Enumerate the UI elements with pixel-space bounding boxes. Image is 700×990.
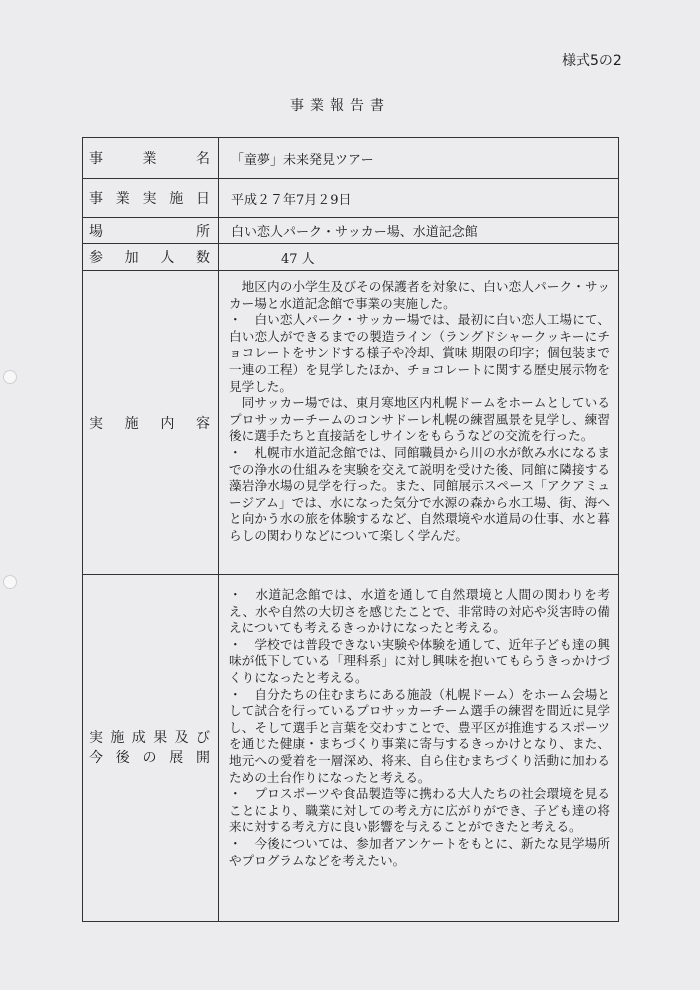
value-project-name: 「童夢」未来発見ツアー (219, 138, 619, 179)
details-paragraph: ・ 白い恋人パーク・サッカー場では、最初に白い恋人工場にて、白い恋人ができるまでの製造ライン（ラングドシャークッキーにチョコレートをサンドする様子や冷却、賞味 期限の印字；個包装まで一連の工程）を見学したほか、チョコレートに関する歴史展示物を見学した。 (229, 312, 610, 394)
row-results (83, 575, 619, 922)
report-table (82, 137, 619, 922)
label-location: 場所 (83, 218, 219, 244)
row-location (83, 218, 619, 244)
results-text (219, 575, 619, 922)
row-implementation-date (83, 179, 619, 218)
results-paragraph: ・ 自分たちの住むまちにある施設（札幌ドーム）をホーム会場として試合を行っているプロサッカーチーム選手の練習を間近に見学し、そして選手と言葉を交わすことで、豊平区が推進するスポーツを通じた健康・まちづくり事業に寄与するきっかけとなり、また、地元への愛着を一層深め、将来、自ら住むまちづくり活動に加わるための土台作りになったと考える。 (229, 686, 610, 785)
label-details: 実施内容 (83, 271, 219, 575)
label-results: 実施成果及び 今後の展開 (83, 575, 219, 922)
details-paragraph: ・ 札幌市水道記念館では、同館職員から川の水が飲み水になるまでの浄水の仕組みを実験を交えて説明を受けた後、同館に隣接する藻岩浄水場の見学を行った。また、同館展示スペース「アクアミュージアム」では、水になった気分で水源の森から水工場、街、海へと向かう水の旅を体験するなど、自然環境や水道局の仕事、水と暮らしの関わりなどについて楽しく学んだ。 (229, 444, 611, 543)
label-implementation-date: 事業実施日 (83, 179, 219, 218)
results-paragraph: ・ 学校では普段できない実験や体験を通して、近年子ども達の興味が低下している「理科系」に対し興味を抱いてもらうきっかけづくりになったと考える。 (229, 636, 610, 685)
details-paragraph: 同サッカー場では、東月寒地区内札幌ドームをホームとしているプロサッカーチームのコンサドーレ札幌の練習風景を見学し、練習後に選手たちと直接話をしサインをもらうなどの交流を行った。 (229, 395, 610, 444)
label-participants: 参加人数 (83, 244, 219, 271)
punch-hole-bottom (3, 575, 17, 589)
results-paragraph: ・ 今後については、参加者アンケートをもとに、新たな見学場所やプログラムなどを考えたい。 (229, 835, 610, 868)
results-paragraph: ・ プロスポーツや食品製造等に携わる大人たちの社会環境を見ることにより、職業に対しての考え方に広がりができ、子ども達の将来に対する考え方に良い影響を与えることができたと考える。 (229, 786, 610, 835)
details-text (219, 271, 619, 575)
row-project-name (83, 138, 619, 179)
form-number: 様式5の2 (562, 53, 622, 69)
value-location: 白い恋人パーク・サッカー場、水道記念館 (219, 218, 619, 244)
row-details (83, 271, 619, 575)
row-participants (83, 244, 619, 271)
details-paragraph: 地区内の小学生及びその保護者を対象に、白い恋人パーク・サッカー場と水道記念館で事業の実施した。 (229, 279, 610, 311)
results-paragraph: ・ 水道記念館では、水道を通して自然環境と人間の関わりを考え、水や自然の大切さを感じたことで、非常時の対応や災害時の備えについても考えるきっかけになったと考える。 (229, 587, 610, 636)
punch-hole-top (3, 370, 17, 384)
value-implementation-date: 平成２７年7月２9日 (219, 179, 619, 218)
label-project-name: 事業名 (83, 138, 219, 179)
document-title: 事業報告書 (290, 98, 390, 114)
value-participants: 47 人 (219, 244, 619, 271)
